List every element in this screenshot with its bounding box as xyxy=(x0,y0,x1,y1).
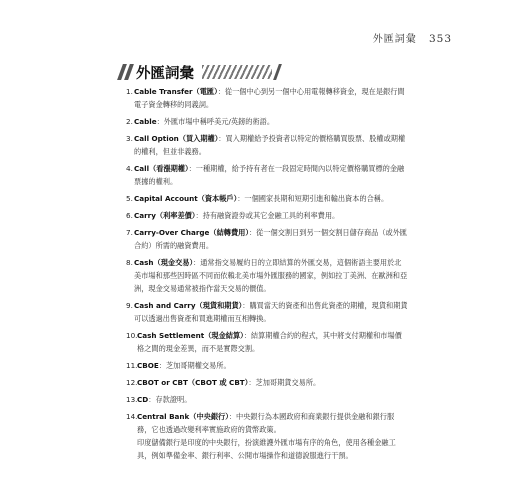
entry-term: CD xyxy=(137,395,149,404)
entry-term: Cash（現金交易） xyxy=(134,258,194,267)
entry-number: 4. xyxy=(126,164,133,173)
glossary-entry xyxy=(126,359,408,372)
entry-term: Central Bank（中央銀行） xyxy=(137,412,229,421)
entry-term: Capital Account（資本帳戶） xyxy=(134,194,238,203)
entry-term: Cash Settlement（現金結算） xyxy=(137,331,244,340)
entry-definition: ：外匯市場中稱呼美元/英鎊的術語。 xyxy=(156,117,275,126)
entry-number: 6. xyxy=(126,211,133,220)
entry-number: 14. xyxy=(126,412,138,421)
entry-term: Cable xyxy=(134,117,157,126)
entry-number: 9. xyxy=(126,301,133,310)
entry-definition: ：一個國家長期和短期引進和輸出資本的合稱。 xyxy=(237,194,389,203)
entry-definition: ：從一個中心到另一個中心用電報轉移資金，現在是銀行間電子資金轉移的同義詞。 xyxy=(134,87,405,109)
entry-number: 11. xyxy=(126,361,138,370)
running-head-section: 外匯詞彙 xyxy=(372,34,417,45)
entry-definition: ：中央銀行為本國政府和商業銀行提供金融和銀行服務，它也透過改變利率實施政府的貨幣政策。 xyxy=(137,412,395,434)
entry-number: 5. xyxy=(126,194,133,203)
entry-term: CBOT or CBT（CBOT 或 CBT） xyxy=(137,378,249,387)
glossary-list xyxy=(126,85,408,466)
entry-definition: ：通常指交易履約日的立即結算的外匯交易，這個術語主要用於北美市場和那些因時區不同而依賴北美市場外匯服務的國家，例如拉丁美洲、在歐洲和亞洲，現金交易通常被指作當天交易的價值。 xyxy=(134,258,408,293)
glossary-entry xyxy=(126,256,408,295)
entry-number: 1. xyxy=(126,87,133,96)
glossary-entry xyxy=(126,162,408,188)
entry-number: 13. xyxy=(126,395,138,404)
entry-number: 7. xyxy=(126,228,133,237)
entry-definition: ：購買當天的資產和出售此資產的期權，現貨和期貨可以透過出售資產和買進期權而互相轉換。 xyxy=(134,301,408,323)
entry-extra-paragraph: 印度儲備銀行是印度的中央銀行，扮演維護外匯市場有序的角色，使用各種金融工具，例如準備金率、銀行利率、公開市場操作和道德說服進行干預。 xyxy=(137,438,396,460)
section-title: 外匯詞彙 xyxy=(136,65,194,82)
page-number: 353 xyxy=(428,33,452,45)
entry-term: Call Option（買入期權） xyxy=(134,134,219,143)
glossary-entry xyxy=(126,393,408,406)
entry-definition: ：一種期權，給予持有者在一段固定時間內以特定價格購買標的金融票據的權利。 xyxy=(134,164,405,186)
glossary-entry xyxy=(126,209,408,222)
title-rule-end xyxy=(273,64,282,80)
entry-number: 10. xyxy=(126,331,138,340)
glossary-entry xyxy=(126,410,408,462)
entry-term: Cash and Carry（現貨和期貨） xyxy=(134,301,243,310)
running-head xyxy=(373,30,452,45)
entry-number: 2. xyxy=(126,117,133,126)
glossary-entry xyxy=(126,132,408,158)
entry-definition: ：芝加哥期權交易所。 xyxy=(158,361,231,370)
entry-definition: ：存款證明。 xyxy=(148,395,192,404)
glossary-entry xyxy=(126,226,408,252)
entry-term: Cable Transfer（電匯） xyxy=(134,87,218,96)
glossary-entry xyxy=(126,192,408,205)
entry-term: Carry（利率差價） xyxy=(134,211,196,220)
entry-number: 12. xyxy=(126,378,138,387)
glossary-entry xyxy=(126,299,408,325)
glossary-entry xyxy=(126,85,408,111)
entry-number: 8. xyxy=(126,258,133,267)
entry-definition: ：結算期權合約的程式，其中將支付期權和市場價格之間的現金差異，而不是實際交割。 xyxy=(137,331,402,353)
title-accent-marks xyxy=(120,64,131,80)
section-title-bar xyxy=(120,62,279,82)
glossary-entry xyxy=(126,329,408,355)
entry-term: Call（看漲期權） xyxy=(134,164,189,173)
entry-number: 3. xyxy=(126,134,133,143)
title-hatched-rule xyxy=(202,65,272,79)
glossary-entry xyxy=(126,115,408,128)
glossary-entry xyxy=(126,376,408,389)
entry-term: Carry-Over Charge（結轉費用） xyxy=(134,228,249,237)
entry-term: CBOE xyxy=(137,361,159,370)
entry-definition: ：持有融資證券或其它金融工具的利率費用。 xyxy=(195,211,340,220)
entry-definition: ：買入期權給予投資者以特定的價格購買股票、股權或期權的權利，但並非義務。 xyxy=(134,134,406,156)
entry-definition: ：從一個交割日到另一個交割日儲存商品（或外匯合約）所需的融資費用。 xyxy=(134,228,408,250)
entry-definition: ：芝加哥期貨交易所。 xyxy=(248,378,321,387)
